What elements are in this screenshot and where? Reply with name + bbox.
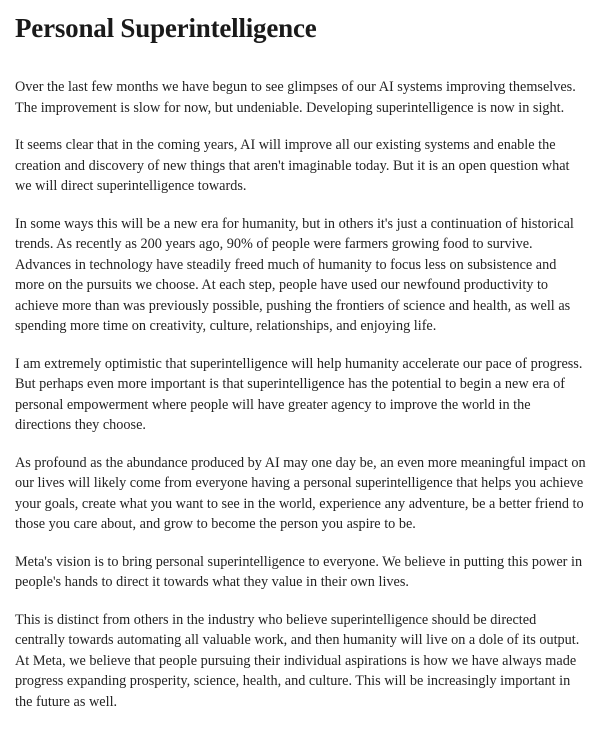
paragraph-5: As profound as the abundance produced by AI may one day be, an even more meaningful impact on our lives will likely come from everyone having a personal superintelligence that helps you achieve your goals, create what you want to see in the world, experience any adventure, be a better friend to those you care about, and grow to become the person you aspire to be.: [15, 454, 586, 532]
article: [15, 10, 587, 729]
paragraph-6: Meta's vision is to bring personal superintelligence to everyone. We believe in putting this power in people's hands to direct it towards what they value in their own lives.: [15, 553, 583, 590]
paragraph-1: Over the last few months we have begun to see glimpses of our AI systems improving themselves. The improvement is slow for now, but undeniable. Developing superintelligence is now in sight.: [15, 79, 576, 116]
paragraph-4: I am extremely optimistic that superintelligence will help humanity accelerate our pace of progress. But perhaps even more important is that superintelligence has the potential to begin a new era of personal empowerment where people will have greater agency to improve the world in the directions they choose.: [15, 355, 583, 433]
page-title: Personal Superintelligence: [15, 13, 317, 43]
paragraph-2: It seems clear that in the coming years, AI will improve all our existing systems and enable the creation and discovery of new things that aren't imaginable today. But it is an open question what we will direct superintelligence towards.: [15, 137, 570, 194]
paragraph-3: In some ways this will be a new era for humanity, but in others it's just a continuation of historical trends. As recently as 200 years ago, 90% of people were farmers growing food to survive. Advances in technology have steadily freed much of humanity to focus less on subsistence and more on the pursuits we choose. At each step, people have used our newfound productivity to achieve more than was previously possible, pushing the frontiers of science and health, as well as spending more time on creativity, culture, relationships, and enjoying life.: [15, 215, 574, 334]
paragraph-7: This is distinct from others in the industry who believe superintelligence should be directed centrally towards automating all valuable work, and then humanity will live on a dole of its output. At Meta, we believe that people pursuing their individual aspirations is how we have always made progress expanding prosperity, science, health, and culture. This will be increasingly important in the future as well.: [15, 611, 580, 710]
